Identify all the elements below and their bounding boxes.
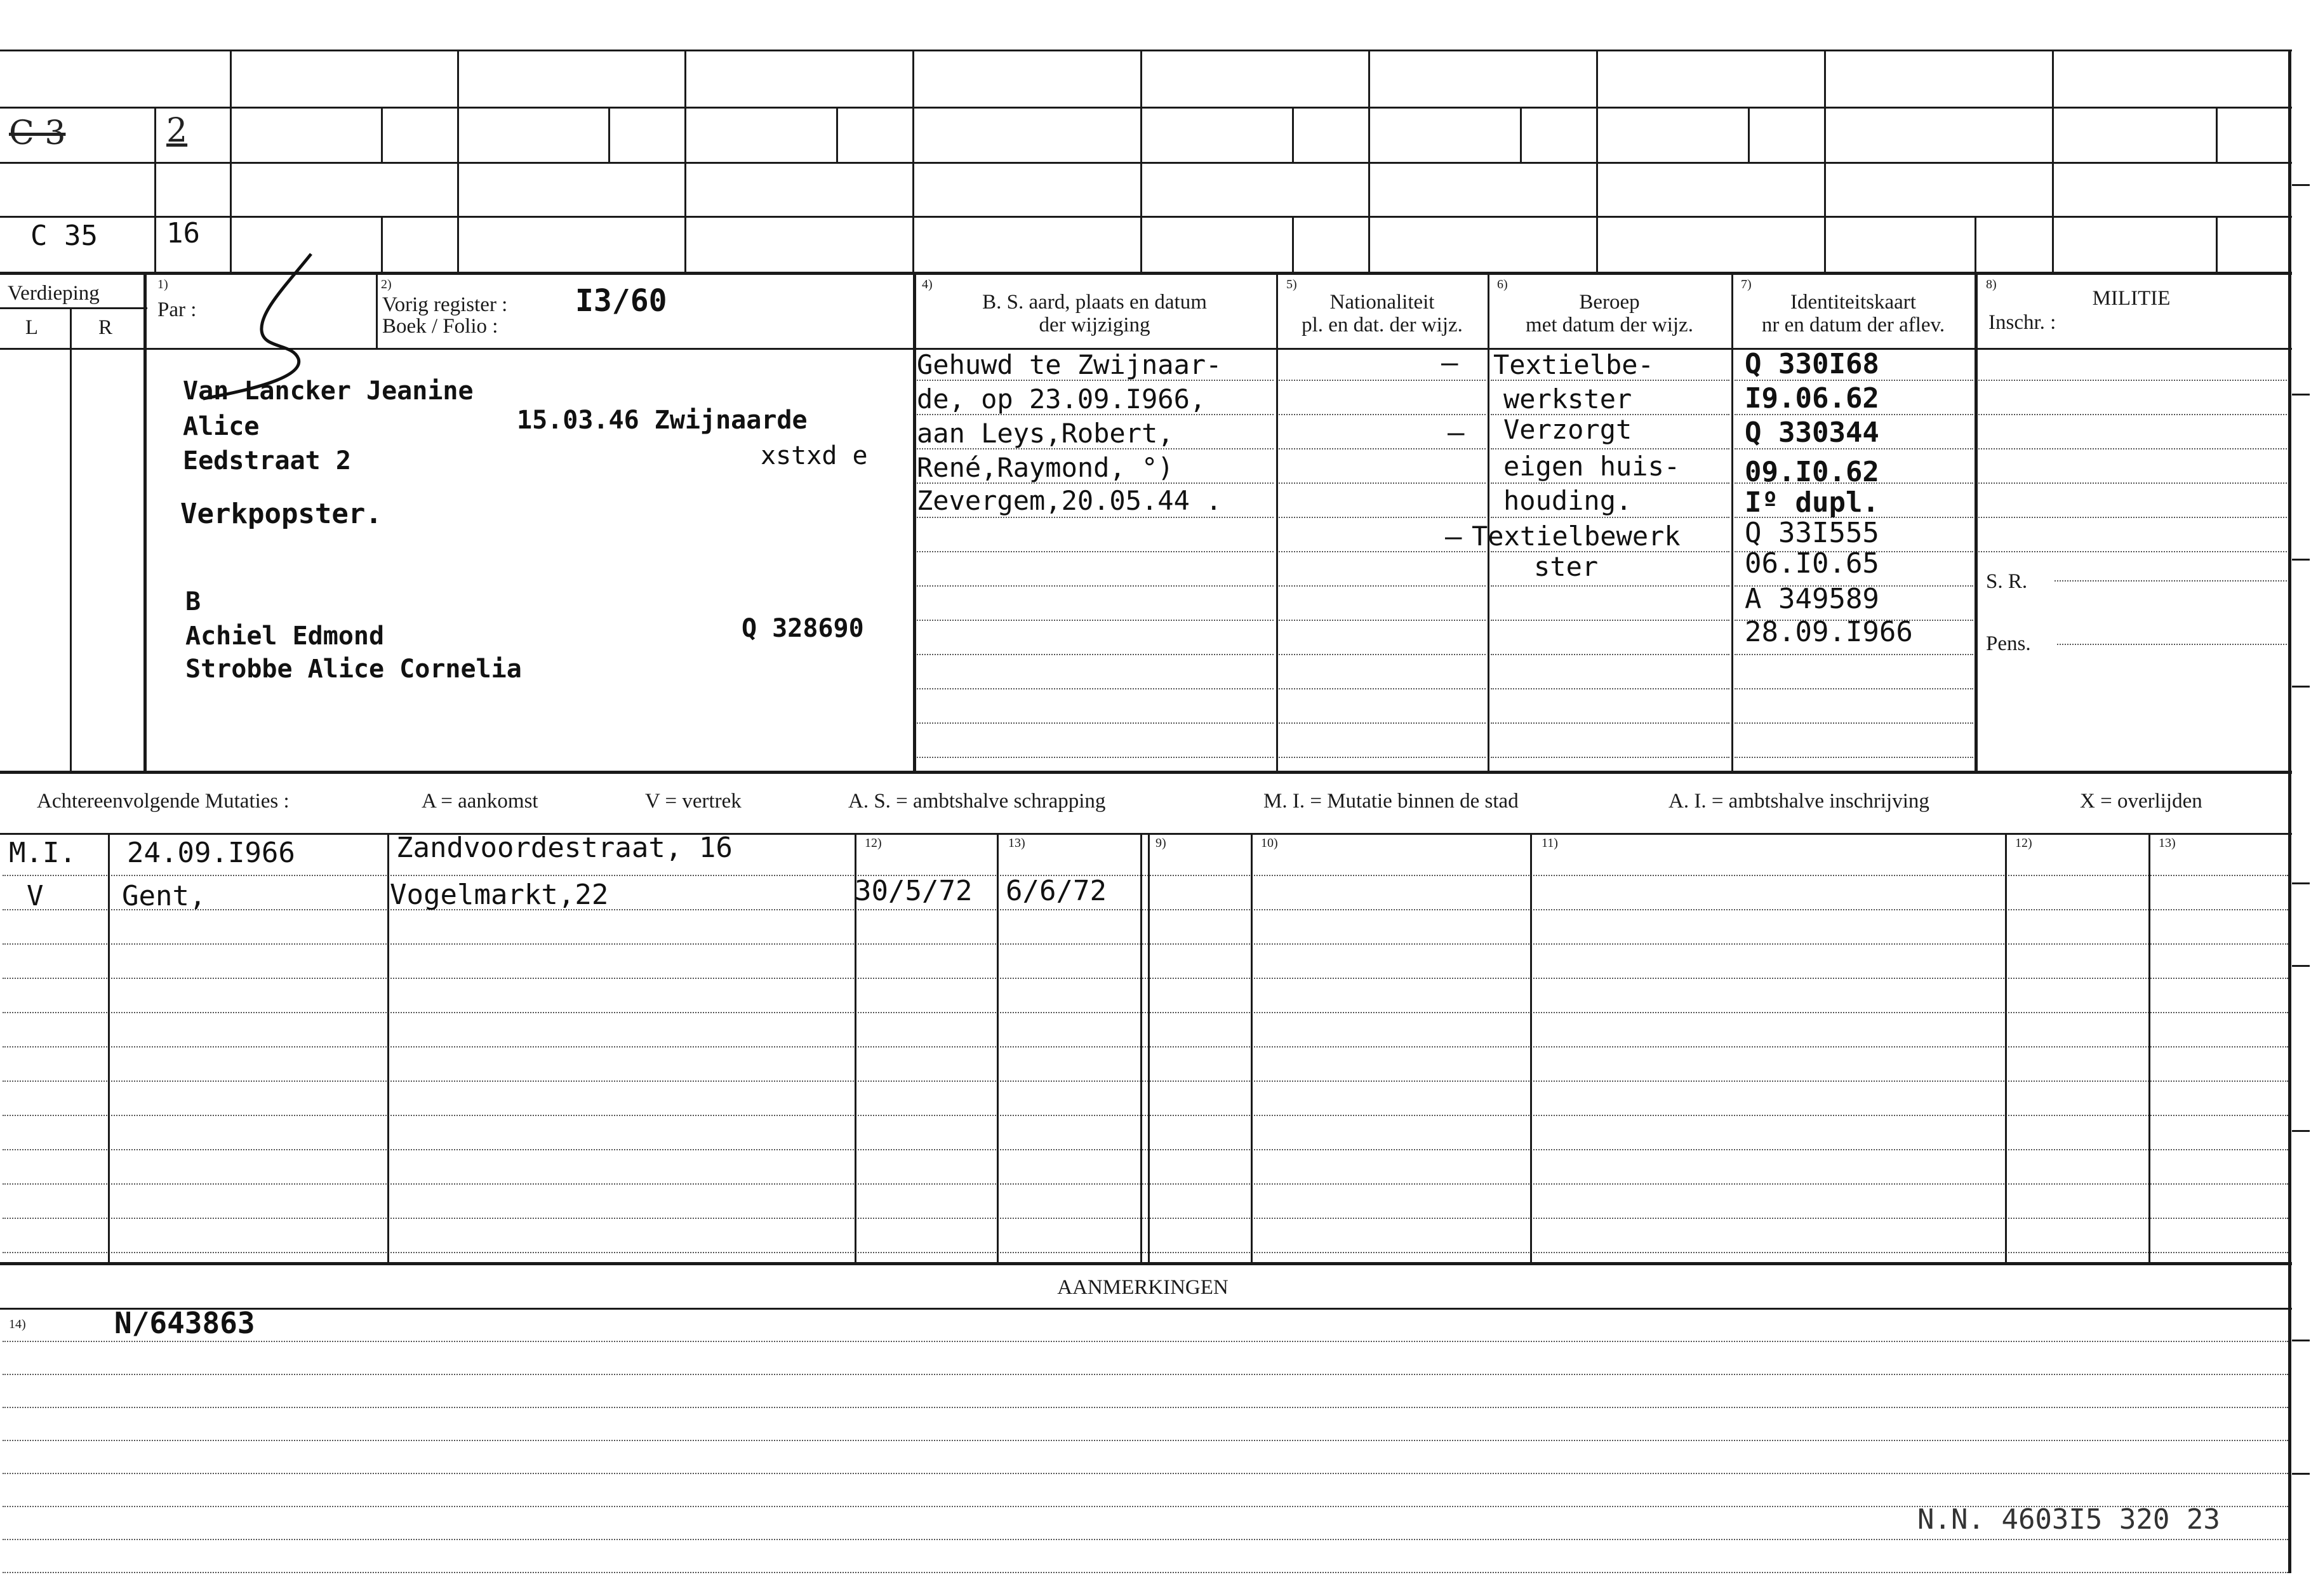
beroep-line: Textielbe- bbox=[1493, 349, 1654, 380]
grid-vline bbox=[2216, 216, 2218, 272]
grid-vline bbox=[608, 107, 610, 162]
nationality-label-2: pl. en dat. der wijz. bbox=[1302, 314, 1463, 336]
ruling-line bbox=[3, 1218, 2288, 1219]
legend-item: A. I. = ambtshalve inschrijving bbox=[1668, 790, 1929, 813]
edge-tick bbox=[2292, 1473, 2310, 1475]
mutation-date: Gent, bbox=[122, 880, 206, 912]
grid-vline bbox=[913, 273, 916, 771]
boek-folio-label: Boek / Folio : bbox=[382, 315, 498, 338]
grid-vline bbox=[1824, 50, 1826, 272]
field-number: 13) bbox=[1008, 836, 1025, 850]
ruling-line bbox=[917, 757, 1274, 758]
ruling-line bbox=[1978, 482, 2287, 484]
grid-vline bbox=[154, 107, 156, 272]
grid-line bbox=[0, 1262, 2292, 1265]
ruling-line bbox=[1978, 551, 2287, 552]
ruling-line bbox=[3, 1341, 2288, 1342]
sr-label: S. R. bbox=[1986, 570, 2028, 593]
ruling-line bbox=[3, 1046, 2288, 1047]
person-name-2: Alice bbox=[183, 412, 260, 441]
ruling-line bbox=[1279, 414, 1486, 415]
grid-vline bbox=[836, 107, 838, 162]
ruling-line bbox=[3, 1440, 2288, 1441]
ruling-line bbox=[3, 1407, 2288, 1408]
bs-line: René,Raymond, °) bbox=[917, 452, 1174, 483]
vorig-register-value: I3/60 bbox=[575, 283, 667, 319]
edge-tick bbox=[2292, 882, 2310, 884]
ruling-line bbox=[1978, 517, 2287, 518]
grid-vline bbox=[1975, 216, 1976, 272]
field-number: 7) bbox=[1741, 277, 1752, 291]
remarks-value: N/643863 bbox=[114, 1306, 255, 1340]
ruling-line bbox=[1978, 414, 2287, 415]
id-line: A 349589 bbox=[1745, 583, 1879, 615]
grid-line bbox=[0, 833, 2292, 835]
edge-tick bbox=[2292, 1340, 2310, 1341]
parent-marker: B bbox=[185, 587, 201, 616]
beroep-label-2: met datum der wijz. bbox=[1526, 314, 1693, 336]
ruling-line bbox=[1279, 517, 1486, 518]
top-grid-cell: 2 bbox=[166, 112, 188, 150]
grid-vline bbox=[1731, 273, 1733, 771]
ruling-line bbox=[917, 654, 1274, 655]
ruling-line bbox=[1735, 722, 1973, 724]
bs-label-2: der wijziging bbox=[1039, 314, 1150, 336]
ruling-line bbox=[1279, 757, 1486, 758]
grid-vline bbox=[1975, 273, 1978, 771]
ruling-line bbox=[1491, 688, 1729, 689]
edge-tick bbox=[2292, 394, 2310, 396]
ruling-line bbox=[1491, 654, 1729, 655]
ruling-line bbox=[1279, 688, 1486, 689]
ruling-line bbox=[1978, 380, 2287, 381]
ruling-line bbox=[917, 551, 1274, 552]
ruling-line bbox=[3, 1149, 2288, 1150]
id-label: Identiteitskaart bbox=[1790, 291, 1916, 314]
edge-tick bbox=[2292, 965, 2310, 967]
ruling-line bbox=[1279, 654, 1486, 655]
field-number: 12) bbox=[865, 836, 882, 850]
bs-line: de, op 23.09.I966, bbox=[917, 383, 1206, 415]
grid-vline bbox=[1292, 216, 1294, 272]
ruling-line bbox=[3, 1183, 2288, 1185]
ruling-line bbox=[917, 585, 1274, 587]
grid-line bbox=[0, 162, 2292, 164]
ruling-line bbox=[1279, 482, 1486, 484]
grid-vline bbox=[2005, 833, 2007, 1262]
field-number: 2) bbox=[381, 277, 392, 291]
par-label: Par : bbox=[157, 298, 197, 321]
field-number: 9) bbox=[1156, 836, 1166, 850]
beroep-line: Textielbewerk bbox=[1472, 521, 1681, 552]
grid-vline bbox=[376, 273, 378, 348]
ruling-line bbox=[1491, 757, 1729, 758]
grid-vline bbox=[912, 50, 914, 272]
ruling-line bbox=[3, 1539, 2288, 1540]
field-number: 11) bbox=[1542, 836, 1558, 850]
mutation-type: V bbox=[27, 880, 44, 912]
grid-vline bbox=[997, 833, 999, 1262]
beroep-line: houding. bbox=[1503, 485, 1632, 516]
beroep-line: ster bbox=[1534, 551, 1599, 582]
mutation-date: 24.09.I966 bbox=[127, 837, 295, 869]
legend-item: A = aankomst bbox=[422, 790, 538, 813]
nationality-dash: — bbox=[1441, 347, 1458, 379]
grid-vline bbox=[1368, 50, 1370, 272]
remarks-title: AANMERKINGEN bbox=[1057, 1276, 1229, 1299]
grid-vline bbox=[1596, 50, 1598, 272]
ruling-line bbox=[1491, 722, 1729, 724]
beroep-line: eigen huis- bbox=[1503, 451, 1681, 482]
field-number: 13) bbox=[2159, 836, 2176, 850]
ruling-line bbox=[1978, 448, 2287, 449]
ruling-line bbox=[3, 1081, 2288, 1082]
pens-label: Pens. bbox=[1986, 632, 2031, 655]
id-line: Q 33I555 bbox=[1745, 517, 1879, 549]
militie-label: MILITIE bbox=[2092, 287, 2171, 310]
ruling-line bbox=[3, 1473, 2288, 1474]
beroep-line: werkster bbox=[1503, 383, 1632, 415]
nationality-dash: — bbox=[1445, 521, 1462, 553]
edge-tick bbox=[2292, 559, 2310, 561]
grid-vline bbox=[2148, 833, 2150, 1262]
legend-item: A. S. = ambtshalve schrapping bbox=[848, 790, 1106, 813]
beroep-label: Beroep bbox=[1579, 291, 1640, 314]
grid-vline bbox=[1520, 107, 1522, 162]
edge-tick bbox=[2292, 1130, 2310, 1132]
ruling-line bbox=[3, 1115, 2288, 1116]
pens-line bbox=[2057, 644, 2287, 645]
mutation-address: Zandvoordestraat, 16 bbox=[396, 832, 733, 864]
grid-vline bbox=[230, 50, 232, 272]
grid-line bbox=[0, 771, 2292, 774]
id-line: 09.I0.62 bbox=[1745, 456, 1879, 488]
ruling-line bbox=[1735, 757, 1973, 758]
struck-text: xstxd e bbox=[761, 441, 868, 470]
ruling-line bbox=[3, 1012, 2288, 1013]
grid-vline bbox=[457, 50, 459, 272]
person-name: Van Lancker Jeanine bbox=[183, 376, 474, 406]
inschr-label: Inschr. : bbox=[1988, 311, 2056, 334]
legend-item: M. I. = Mutatie binnen de stad bbox=[1263, 790, 1519, 813]
ruling-line bbox=[1491, 585, 1729, 587]
field-number: 10) bbox=[1261, 836, 1278, 850]
mutation-date-12: 30/5/72 bbox=[855, 875, 973, 907]
grid-vline bbox=[143, 273, 147, 771]
ruling-line bbox=[1279, 620, 1486, 621]
id-line: 06.I0.65 bbox=[1745, 547, 1879, 580]
ruling-line bbox=[917, 620, 1274, 621]
grid-vline bbox=[381, 216, 383, 272]
grid-line bbox=[0, 107, 2292, 109]
mutation-date-13: 6/6/72 bbox=[1006, 875, 1107, 907]
ruling-line bbox=[3, 1572, 2288, 1573]
grid-line bbox=[0, 272, 2292, 275]
field-number: 4) bbox=[922, 277, 933, 291]
legend-item: X = overlijden bbox=[2080, 790, 2202, 813]
sr-line bbox=[2055, 580, 2287, 582]
grid-vline bbox=[108, 833, 110, 1262]
id-line: Iº dupl. bbox=[1745, 486, 1879, 519]
ruling-line bbox=[1491, 620, 1729, 621]
top-border bbox=[0, 50, 2292, 51]
grid-vline bbox=[1140, 833, 1142, 1262]
nationality-label: Nationaliteit bbox=[1329, 291, 1435, 314]
grid-vline bbox=[1140, 50, 1142, 272]
verdieping-label: Verdieping bbox=[8, 282, 100, 305]
col-r-label: R bbox=[98, 316, 112, 339]
edge-tick bbox=[2292, 184, 2310, 186]
legend-title: Achtereenvolgende Mutaties : bbox=[37, 790, 290, 813]
father-id: Q 328690 bbox=[742, 614, 864, 643]
grid-line bbox=[0, 1308, 2292, 1310]
national-number: N.N. 4603I5 320 23 bbox=[1917, 1503, 2220, 1536]
edge-tick bbox=[2292, 686, 2310, 688]
nationality-dash: — bbox=[1448, 416, 1465, 449]
grid-vline bbox=[1292, 107, 1294, 162]
top-grid-cell: 16 bbox=[166, 217, 200, 249]
ruling-line bbox=[1279, 380, 1486, 381]
ruling-line bbox=[1735, 654, 1973, 655]
father-name: Achiel Edmond bbox=[185, 622, 385, 651]
bs-line: Zevergem,20.05.44 . bbox=[917, 485, 1222, 516]
ruling-line bbox=[3, 1252, 2288, 1253]
grid-vline bbox=[1148, 833, 1150, 1262]
legend-item: V = vertrek bbox=[645, 790, 742, 813]
grid-line bbox=[0, 307, 147, 309]
mother-name: Strobbe Alice Cornelia bbox=[185, 655, 522, 684]
grid-vline bbox=[684, 50, 686, 272]
ruling-line bbox=[3, 875, 2288, 876]
bs-line: Gehuwd te Zwijnaar- bbox=[917, 349, 1222, 380]
ruling-line bbox=[3, 978, 2288, 979]
ruling-line bbox=[1279, 585, 1486, 587]
grid-vline bbox=[1530, 833, 1532, 1262]
ruling-line bbox=[917, 722, 1274, 724]
id-line: 28.09.I966 bbox=[1745, 616, 1913, 648]
person-address: Eedstraat 2 bbox=[183, 446, 351, 475]
right-border bbox=[2288, 50, 2291, 1573]
col-l-label: L bbox=[25, 316, 39, 339]
ruling-line bbox=[3, 909, 2288, 910]
grid-vline bbox=[381, 107, 383, 162]
ruling-line bbox=[1735, 688, 1973, 689]
top-grid-cell: C 3 bbox=[9, 114, 66, 152]
ruling-line bbox=[3, 943, 2288, 945]
grid-vline bbox=[387, 833, 389, 1262]
ruling-line bbox=[1279, 722, 1486, 724]
field-number: 14) bbox=[9, 1317, 26, 1331]
field-number: 12) bbox=[2015, 836, 2032, 850]
ruling-line bbox=[917, 688, 1274, 689]
field-number: 8) bbox=[1986, 277, 1997, 291]
grid-vline bbox=[1251, 833, 1253, 1262]
top-grid-cell: C 35 bbox=[30, 220, 98, 252]
mutation-address: Vogelmarkt,22 bbox=[390, 879, 609, 911]
field-number: 5) bbox=[1286, 277, 1297, 291]
grid-vline bbox=[1748, 107, 1750, 162]
grid-vline bbox=[1276, 273, 1278, 771]
bs-label: B. S. aard, plaats en datum bbox=[982, 291, 1207, 314]
grid-vline bbox=[2216, 107, 2218, 162]
id-line: I9.06.62 bbox=[1745, 382, 1879, 415]
grid-vline bbox=[2052, 50, 2054, 272]
person-occupation: Verkpopster. bbox=[180, 498, 382, 530]
ruling-line bbox=[3, 1374, 2288, 1375]
mutation-type: M.I. bbox=[9, 837, 76, 869]
id-label-2: nr en datum der aflev. bbox=[1761, 314, 1945, 336]
id-line: Q 330I68 bbox=[1745, 348, 1879, 380]
id-line: Q 330344 bbox=[1745, 416, 1879, 449]
vorig-register-label: Vorig register : bbox=[382, 293, 508, 316]
grid-vline bbox=[70, 307, 72, 771]
field-number: 1) bbox=[157, 277, 168, 291]
person-birth: 15.03.46 Zwijnaarde bbox=[517, 406, 808, 435]
grid-line bbox=[0, 216, 2292, 218]
beroep-line: Verzorgt bbox=[1503, 414, 1632, 445]
bs-line: aan Leys,Robert, bbox=[917, 418, 1174, 449]
field-number: 6) bbox=[1497, 277, 1508, 291]
